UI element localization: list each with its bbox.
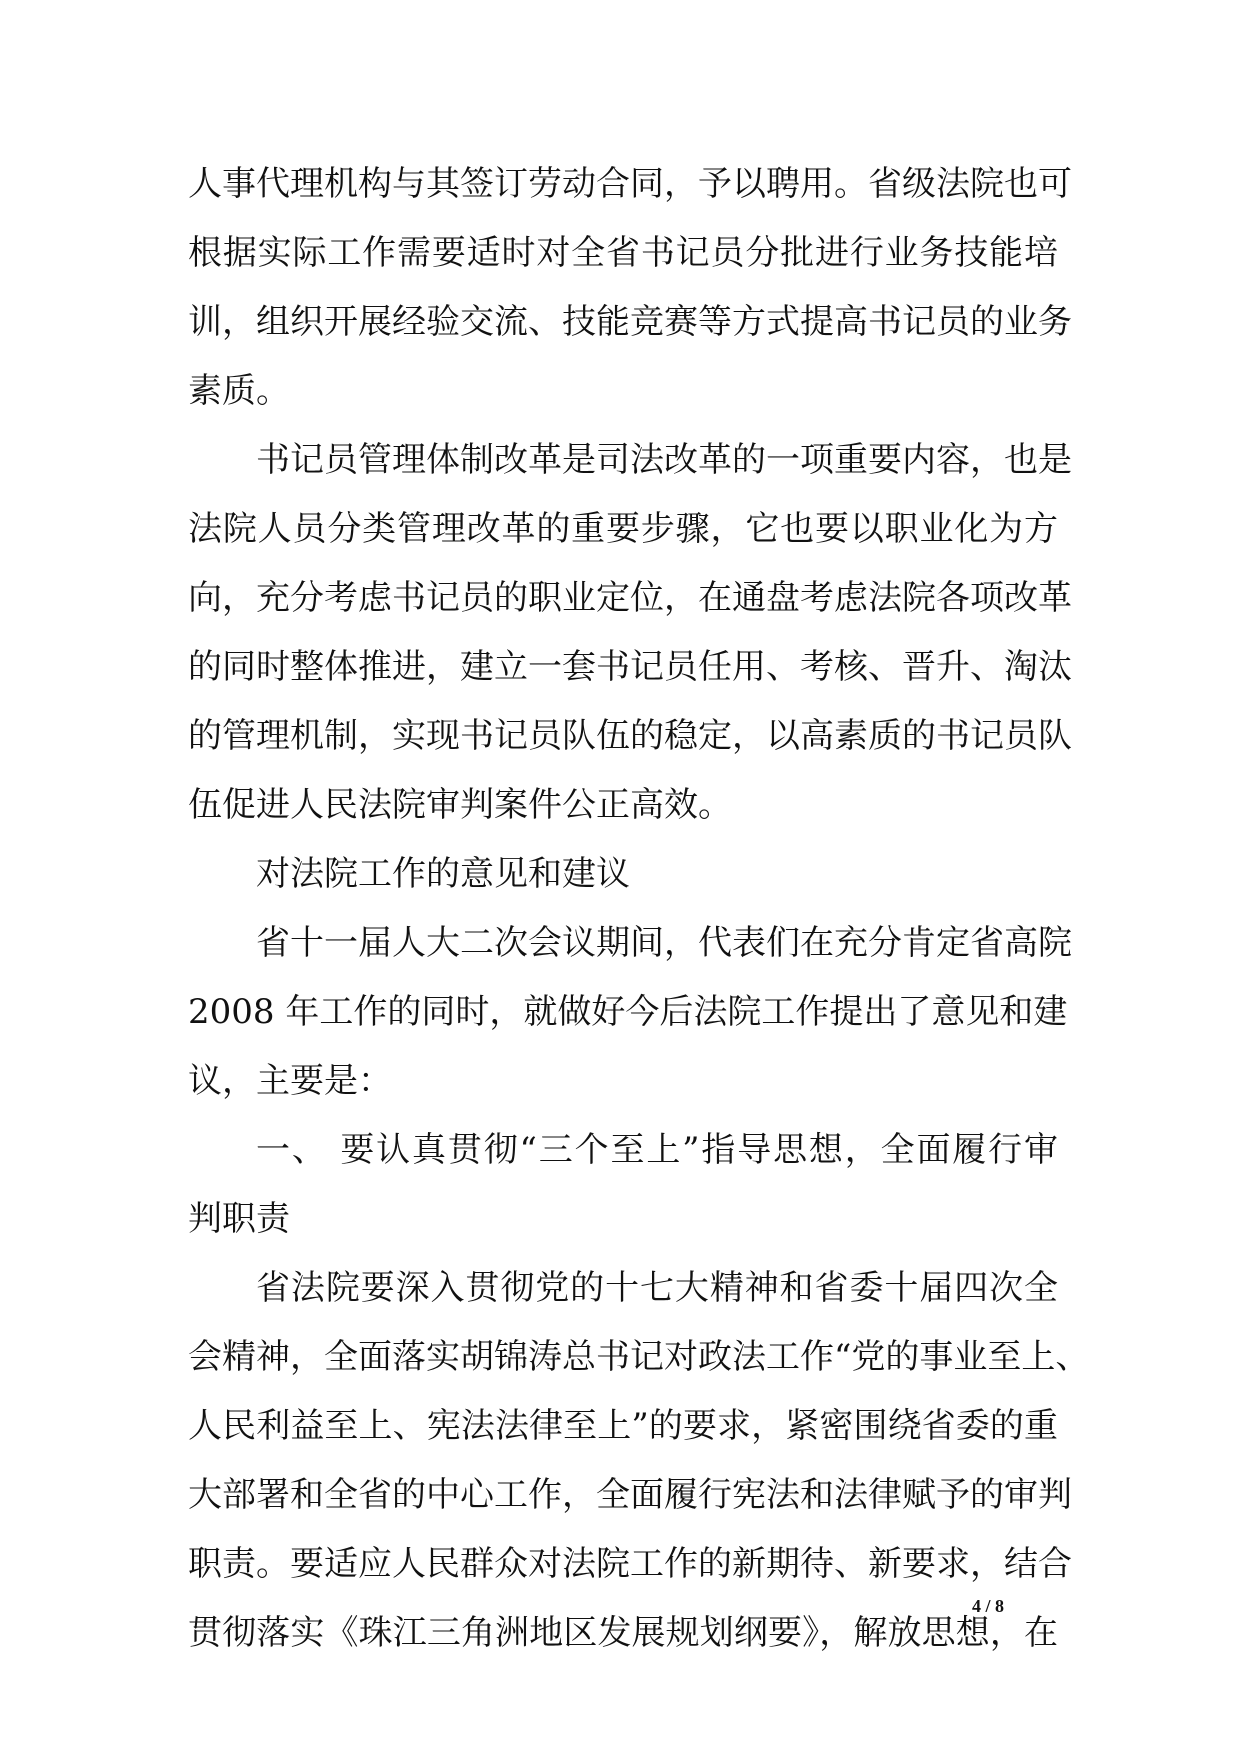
text-line: 职责。要适应人民群众对法院工作的新期待、新要求，结合 — [188, 1544, 1072, 1584]
text-line: 2008 年工作的同时，就做好今后法院工作提出了意见和建 — [188, 992, 1068, 1032]
text-line: 大部署和全省的中心工作，全面履行宪法和法律赋予的审判 — [188, 1475, 1072, 1515]
text-line: 人事代理机构与其签订劳动合同，予以聘用。省级法院也可 — [188, 164, 1072, 204]
text-line: 根据实际工作需要适时对全省书记员分批进行业务技能培 — [188, 233, 1058, 273]
text-line: 训，组织开展经验交流、技能竞赛等方式提高书记员的业务 — [188, 302, 1072, 342]
text-line: 的同时整体推进，建立一套书记员任用、考核、晋升、淘汰 — [188, 647, 1072, 687]
text-line: 伍促进人民法院审判案件公正高效。 — [188, 785, 732, 825]
text-line: 素质。 — [188, 371, 290, 411]
text-line: 贯彻落实《珠江三角洲地区发展规划纲要》，解放思想，在 — [188, 1613, 1058, 1653]
text-line: 向，充分考虑书记员的职业定位，在通盘考虑法院各项改革 — [188, 578, 1072, 618]
page-number: 4 / 8 — [972, 1596, 1005, 1616]
body-text — [188, 150, 1090, 1668]
text-line: 人民利益至上、宪法法律至上”的要求，紧密围绕省委的重 — [188, 1406, 1058, 1446]
text-line: 书记员管理体制改革是司法改革的一项重要内容，也是 — [256, 440, 1072, 480]
text-line: 法院人员分类管理改革的重要步骤，它也要以职业化为方 — [188, 509, 1058, 549]
text-line: 议，主要是： — [188, 1061, 392, 1101]
text-line: 会精神，全面落实胡锦涛总书记对政法工作“党的事业至上、 — [188, 1337, 1090, 1377]
text-line: 的管理机制，实现书记员队伍的稳定，以高素质的书记员队 — [188, 716, 1072, 756]
text-line: 判职责 — [188, 1199, 290, 1239]
text-line: 一、 要认真贯彻“三个至上”指导思想，全面履行审 — [256, 1130, 1058, 1170]
text-line: 省十一届人大二次会议期间，代表们在充分肯定省高院 — [256, 923, 1072, 963]
text-line: 省法院要深入贯彻党的十七大精神和省委十届四次全 — [256, 1268, 1058, 1308]
text-line: 对法院工作的意见和建议 — [256, 854, 630, 894]
